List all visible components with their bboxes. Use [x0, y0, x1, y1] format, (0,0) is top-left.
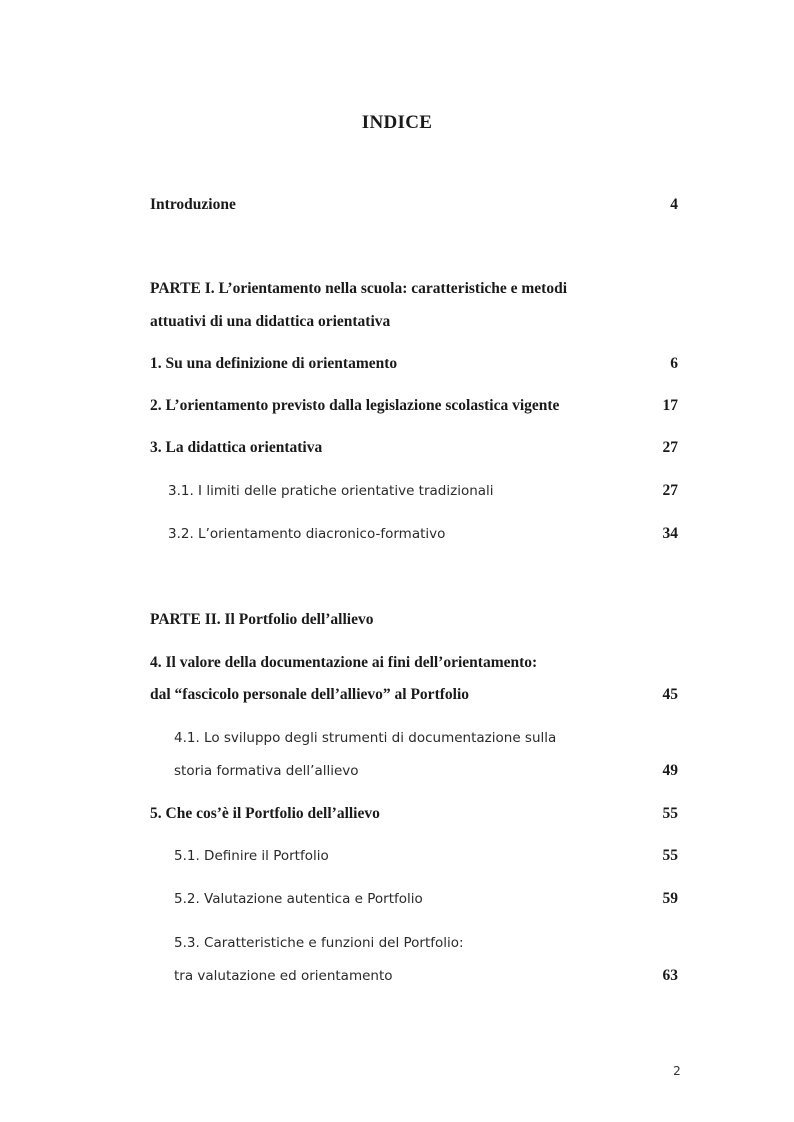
toc-entry-section-5-2[interactable]	[174, 887, 678, 911]
toc-entry-section-3-2[interactable]	[168, 522, 678, 546]
toc-entry-section-4-1-cont[interactable]	[174, 759, 678, 783]
toc-entry-section-5-3[interactable]	[174, 931, 678, 955]
toc-entry-section-5-1[interactable]	[174, 844, 678, 868]
toc-entry-page: 27	[662, 482, 678, 499]
toc-entry-chapter-4[interactable]	[150, 651, 678, 675]
toc-entry-label: PARTE I. L’orientamento nella scuola: caratteristiche e metodi	[150, 280, 568, 297]
toc-entry-page: 6	[670, 355, 678, 372]
toc-entry-page: 34	[662, 525, 678, 542]
toc-entry-label: attuativi di una didattica orientativa	[150, 313, 391, 330]
toc-entry-label: 4.1. Lo sviluppo degli strumenti di documentazione sulla	[174, 730, 557, 746]
toc-entry-label: 3. La didattica orientativa	[150, 439, 323, 456]
toc-entry-label: 5.2. Valutazione autentica e Portfolio	[174, 891, 423, 907]
toc-entry-label: 4. Il valore della documentazione ai fini dell’orientamento:	[150, 654, 538, 671]
toc-part-2-heading[interactable]	[150, 608, 678, 632]
toc-entry-chapter-1[interactable]	[150, 352, 678, 376]
toc-entry-page: 49	[662, 762, 678, 779]
toc-entry-chapter-5[interactable]	[150, 802, 678, 826]
toc-entry-label: 1. Su una definizione di orientamento	[150, 355, 398, 372]
page-number: 2	[673, 1064, 681, 1078]
toc-entry-label: Introduzione	[150, 196, 236, 213]
toc-entry-page: 4	[670, 196, 678, 213]
toc-entry-introduzione[interactable]	[150, 193, 678, 217]
toc-part-1-heading[interactable]	[150, 277, 678, 301]
toc-entry-page: 59	[662, 890, 678, 907]
toc-entry-label: 3.2. L’orientamento diacronico-formativo	[168, 526, 446, 542]
toc-entry-section-5-3-cont[interactable]	[174, 964, 678, 988]
toc-entry-label: 5. Che cos’è il Portfolio dell’allievo	[150, 805, 380, 822]
toc-entry-label: tra valutazione ed orientamento	[174, 968, 393, 984]
toc-entry-label: dal “fascicolo personale dell’allievo” al Portfolio	[150, 686, 469, 703]
toc-entry-label: PARTE II. Il Portfolio dell’allievo	[150, 611, 374, 628]
toc-entry-page: 55	[662, 847, 678, 864]
toc-entry-page: 27	[662, 439, 678, 456]
toc-entry-label: 3.1. I limiti delle pratiche orientative tradizionali	[168, 483, 494, 499]
toc-entry-label: 5.3. Caratteristiche e funzioni del Portfolio:	[174, 935, 464, 951]
toc-entry-page: 45	[662, 686, 678, 703]
toc-part-1-heading-cont[interactable]	[150, 310, 678, 334]
toc-entry-page: 17	[662, 397, 678, 414]
page-title: INDICE	[361, 112, 433, 133]
toc-entry-chapter-4-cont[interactable]	[150, 683, 678, 707]
toc-entry-chapter-2[interactable]	[150, 394, 678, 418]
toc-entry-label: 5.1. Definire il Portfolio	[174, 848, 329, 864]
toc-entry-section-4-1[interactable]	[174, 726, 678, 750]
toc-entry-page: 63	[662, 967, 678, 984]
toc-entry-label: 2. L’orientamento previsto dalla legislazione scolastica vigente	[150, 397, 560, 414]
toc-entry-label: storia formativa dell’allievo	[174, 763, 359, 779]
toc-entry-chapter-3[interactable]	[150, 436, 678, 460]
toc-entry-section-3-1[interactable]	[168, 479, 678, 503]
toc-entry-page: 55	[662, 805, 678, 822]
